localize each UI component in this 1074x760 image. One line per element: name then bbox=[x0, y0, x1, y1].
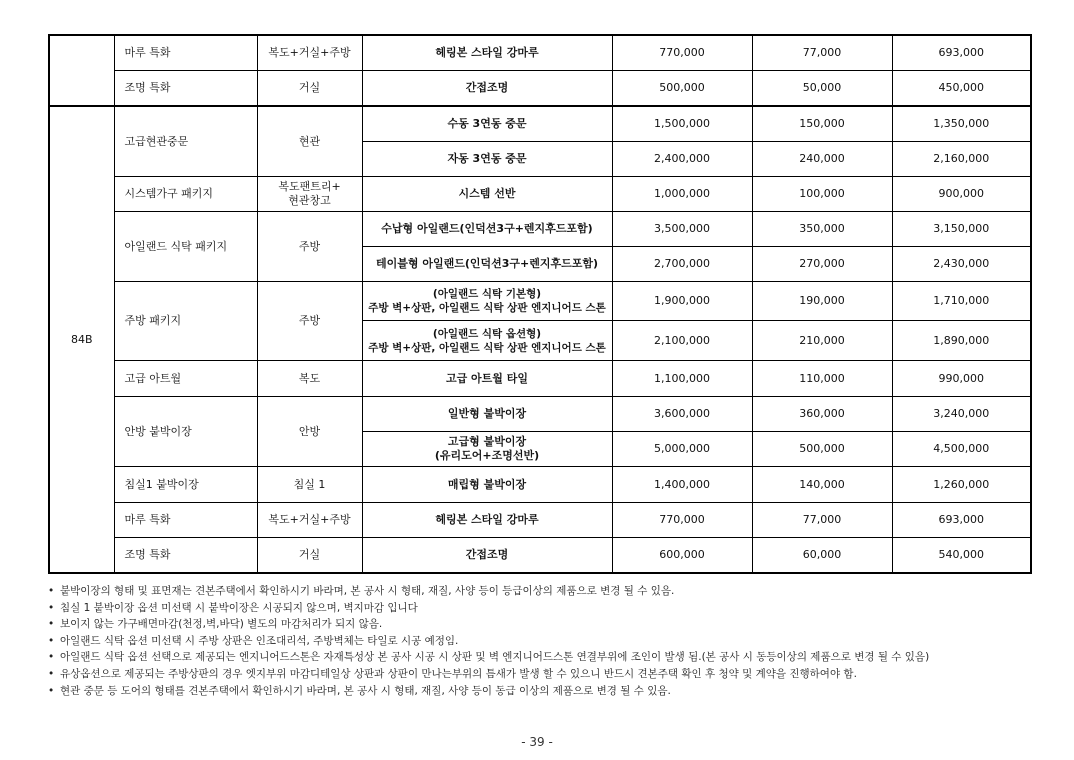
item-line-2: 주방 벽+상판, 아일랜드 식탁 상판 엔지니어드 스톤 bbox=[368, 341, 606, 354]
item-cell: 헤링본 스타일 강마루 bbox=[362, 35, 612, 71]
bullet-glyph: • bbox=[48, 684, 55, 697]
item-cell: 간접조명 bbox=[362, 71, 612, 107]
bullet-glyph: • bbox=[48, 651, 55, 664]
item-cell bbox=[362, 321, 612, 361]
note-item bbox=[48, 683, 1033, 700]
option-price-sheet bbox=[48, 34, 1030, 574]
location-cell: 거실 bbox=[257, 71, 362, 107]
category-cell: 고급현관중문 bbox=[114, 106, 257, 177]
table-row bbox=[49, 397, 1031, 432]
category-cell: 침실1 붙박이장 bbox=[114, 467, 257, 503]
price-cell: 500,000 bbox=[612, 71, 752, 107]
item-line-1: 고급형 붙박이장 bbox=[447, 435, 527, 448]
notes-list bbox=[48, 583, 1033, 699]
deposit-cell: 360,000 bbox=[752, 397, 892, 432]
bullet-glyph: • bbox=[48, 618, 55, 631]
location-cell: 안방 bbox=[257, 397, 362, 467]
deposit-cell: 50,000 bbox=[752, 71, 892, 107]
bullet-glyph: • bbox=[48, 601, 55, 614]
item-cell: 고급 아트월 타일 bbox=[362, 361, 612, 397]
note-item bbox=[48, 583, 1033, 600]
balance-cell: 1,890,000 bbox=[892, 321, 1031, 361]
item-cell: 수동 3연동 중문 bbox=[362, 106, 612, 142]
location-cell: 복도+거실+주방 bbox=[257, 35, 362, 71]
item-cell bbox=[362, 282, 612, 321]
bullet-glyph: • bbox=[48, 585, 55, 597]
item-cell: 간접조명 bbox=[362, 538, 612, 574]
table-row bbox=[49, 212, 1031, 247]
deposit-cell: 270,000 bbox=[752, 247, 892, 282]
category-cell: 고급 아트월 bbox=[114, 361, 257, 397]
unit-type-label: 84B bbox=[49, 106, 114, 573]
deposit-cell: 60,000 bbox=[752, 538, 892, 574]
price-cell: 770,000 bbox=[612, 503, 752, 538]
category-cell: 아일랜드 식탁 패키지 bbox=[114, 212, 257, 282]
item-cell: 매립형 붙박이장 bbox=[362, 467, 612, 503]
deposit-cell: 350,000 bbox=[752, 212, 892, 247]
item-line-1: (아일랜드 식탁 기본형) bbox=[432, 288, 542, 300]
location-line-1: 복도팬트리+ bbox=[278, 180, 341, 193]
price-cell: 3,600,000 bbox=[612, 397, 752, 432]
item-cell: 테이블형 아일랜드(인덕션3구+렌지후드포함) bbox=[362, 247, 612, 282]
balance-cell: 990,000 bbox=[892, 361, 1031, 397]
balance-cell: 693,000 bbox=[892, 503, 1031, 538]
page-number: - 39 - bbox=[521, 735, 553, 749]
item-cell: 헤링본 스타일 강마루 bbox=[362, 503, 612, 538]
location-cell: 주방 bbox=[257, 212, 362, 282]
price-cell: 5,000,000 bbox=[612, 432, 752, 467]
note-text: 침실 1 붙박이장 옵션 미선택 시 붙박이장은 시공되지 않으며, 벽지마감 입니다 bbox=[60, 601, 418, 614]
note-item bbox=[48, 600, 1033, 617]
deposit-cell: 77,000 bbox=[752, 35, 892, 71]
balance-cell: 2,430,000 bbox=[892, 247, 1031, 282]
balance-cell: 1,710,000 bbox=[892, 282, 1031, 321]
deposit-cell: 77,000 bbox=[752, 503, 892, 538]
note-item bbox=[48, 649, 1033, 666]
category-cell: 마루 특화 bbox=[114, 503, 257, 538]
table-row bbox=[49, 503, 1031, 538]
price-cell: 2,400,000 bbox=[612, 142, 752, 177]
deposit-cell: 140,000 bbox=[752, 467, 892, 503]
balance-cell: 2,160,000 bbox=[892, 142, 1031, 177]
price-cell: 770,000 bbox=[612, 35, 752, 71]
bullet-glyph: • bbox=[48, 667, 55, 680]
balance-cell: 3,150,000 bbox=[892, 212, 1031, 247]
note-text: 아일랜드 식탁 옵션 선택으로 제공되는 엔지니어드스톤은 자재특성상 본 공사 시공 시 상판 및 벽 엔지니어드스톤 연결부위에 조인이 발생 됨.(본 공사 시 동등이상의 제품으로 변경 될 수 있음) bbox=[60, 651, 930, 664]
deposit-cell: 240,000 bbox=[752, 142, 892, 177]
price-cell: 1,400,000 bbox=[612, 467, 752, 503]
balance-cell: 450,000 bbox=[892, 71, 1031, 107]
category-cell: 주방 패키지 bbox=[114, 282, 257, 361]
balance-cell: 900,000 bbox=[892, 177, 1031, 212]
price-cell: 1,100,000 bbox=[612, 361, 752, 397]
location-cell: 침실 1 bbox=[257, 467, 362, 503]
location-cell: 거실 bbox=[257, 538, 362, 574]
price-cell: 600,000 bbox=[612, 538, 752, 574]
deposit-cell: 100,000 bbox=[752, 177, 892, 212]
deposit-cell: 190,000 bbox=[752, 282, 892, 321]
table-row bbox=[49, 106, 1031, 142]
table-row bbox=[49, 282, 1031, 321]
item-cell bbox=[362, 432, 612, 467]
item-cell: 일반형 붙박이장 bbox=[362, 397, 612, 432]
table-row bbox=[49, 71, 1031, 107]
note-text: 보이지 않는 가구배면마감(천정,벽,바닥) 별도의 마감처리가 되지 않음. bbox=[60, 618, 383, 631]
item-line-1: (아일랜드 식탁 옵션형) bbox=[432, 327, 542, 340]
note-text: 현관 중문 등 도어의 형태를 견본주택에서 확인하시기 바라며, 본 공사 시 형태, 재질, 사양 등이 동급 이상의 제품으로 변경 될 수 있음. bbox=[60, 684, 671, 697]
type-cell-empty bbox=[49, 35, 114, 106]
table-row bbox=[49, 467, 1031, 503]
deposit-cell: 500,000 bbox=[752, 432, 892, 467]
location-cell: 복도 bbox=[257, 361, 362, 397]
table-row bbox=[49, 35, 1031, 71]
bullet-glyph: • bbox=[48, 634, 55, 647]
table-row bbox=[49, 538, 1031, 574]
balance-cell: 693,000 bbox=[892, 35, 1031, 71]
balance-cell: 540,000 bbox=[892, 538, 1031, 574]
balance-cell: 4,500,000 bbox=[892, 432, 1031, 467]
price-cell: 1,900,000 bbox=[612, 282, 752, 321]
price-cell: 2,100,000 bbox=[612, 321, 752, 361]
balance-cell: 3,240,000 bbox=[892, 397, 1031, 432]
category-cell: 조명 특화 bbox=[114, 538, 257, 574]
balance-cell: 1,350,000 bbox=[892, 106, 1031, 142]
price-cell: 1,500,000 bbox=[612, 106, 752, 142]
option-price-table bbox=[48, 34, 1032, 574]
category-cell: 시스템가구 패키지 bbox=[114, 177, 257, 212]
item-cell: 자동 3연동 중문 bbox=[362, 142, 612, 177]
note-item bbox=[48, 633, 1033, 650]
price-cell: 2,700,000 bbox=[612, 247, 752, 282]
price-cell: 3,500,000 bbox=[612, 212, 752, 247]
location-cell: 현관 bbox=[257, 106, 362, 177]
location-cell: 복도+거실+주방 bbox=[257, 503, 362, 538]
category-cell: 마루 특화 bbox=[114, 35, 257, 71]
note-text: 아일랜드 식탁 옵션 미선택 시 주방 상판은 인조대리석, 주방벽체는 타일로 시공 예정임. bbox=[60, 634, 459, 647]
table-row bbox=[49, 361, 1031, 397]
item-line-2: 주방 벽+상판, 아일랜드 식탁 상판 엔지니어드 스톤 bbox=[368, 302, 606, 314]
location-cell bbox=[257, 177, 362, 212]
item-cell: 수납형 아일랜드(인덕션3구+렌지후드포함) bbox=[362, 212, 612, 247]
location-cell: 주방 bbox=[257, 282, 362, 361]
deposit-cell: 150,000 bbox=[752, 106, 892, 142]
item-cell: 시스템 선반 bbox=[362, 177, 612, 212]
balance-cell: 1,260,000 bbox=[892, 467, 1031, 503]
category-cell: 안방 붙박이장 bbox=[114, 397, 257, 467]
table-row bbox=[49, 177, 1031, 212]
item-line-2: (유리도어+조명선반) bbox=[434, 449, 540, 462]
note-item bbox=[48, 666, 1033, 683]
price-cell: 1,000,000 bbox=[612, 177, 752, 212]
note-text: 유상옵션으로 제공되는 주방상판의 경우 엣지부위 마감디테일상 상판과 상판이 만나는부위의 틈새가 발생 할 수 있으니 반드시 견본주택 확인 후 청약 및 계약을 진행하여야 함. bbox=[60, 667, 857, 680]
note-text: 붙박이장의 형태 및 표면재는 견본주택에서 확인하시기 바라며, 본 공사 시 형태, 재질, 사양 등이 등급이상의 제품으로 변경 될 수 있음. bbox=[60, 585, 675, 597]
category-cell: 조명 특화 bbox=[114, 71, 257, 107]
note-item bbox=[48, 616, 1033, 633]
deposit-cell: 210,000 bbox=[752, 321, 892, 361]
location-line-2: 현관창고 bbox=[288, 194, 331, 207]
deposit-cell: 110,000 bbox=[752, 361, 892, 397]
